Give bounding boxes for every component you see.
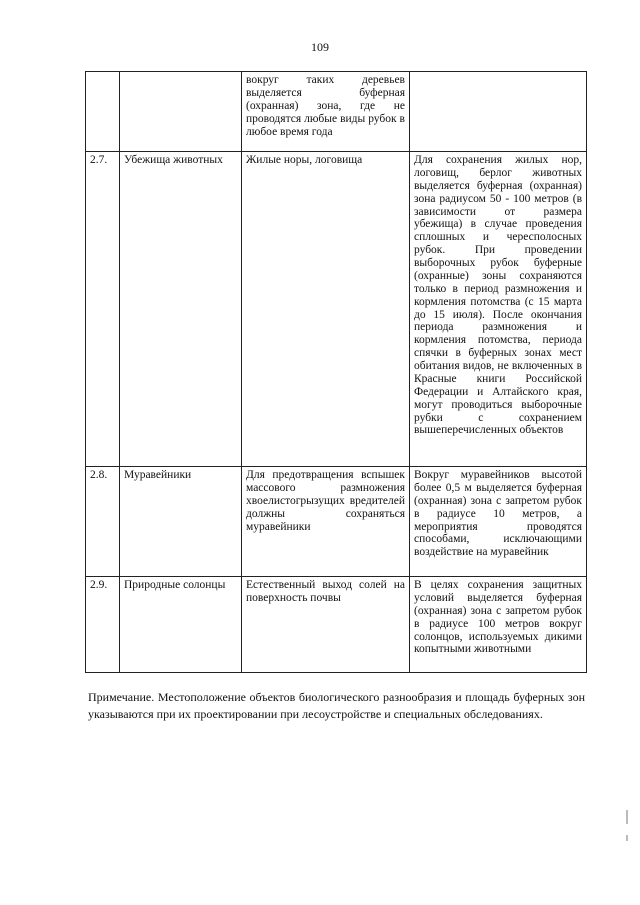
biodiversity-table: [85, 71, 587, 673]
table-row: [86, 577, 587, 673]
cell-requirements: [410, 72, 587, 152]
cell-number: 2.8.: [86, 467, 120, 577]
table-row: [86, 72, 587, 152]
scan-artifact: [626, 835, 628, 841]
table-row: [86, 152, 587, 467]
cell-name: Убежища животных: [120, 152, 242, 467]
cell-name: [120, 72, 242, 152]
cell-object: Для предотвращения вспышек массового размножения хвоелистогрызущих вредителей должны сохраняться муравейники: [242, 467, 410, 577]
page-number: 109: [311, 40, 329, 54]
cell-object: Жилые норы, логовища: [242, 152, 410, 467]
scan-artifact: [626, 810, 628, 824]
cell-number: [86, 72, 120, 152]
cell-name: Природные солонцы: [120, 577, 242, 673]
cell-requirements: Вокруг муравейников высотой более 0,5 м выделяется буферная (охранная) зона с запретом рубок в радиусе 10 метров, а мероприятия проводятся способами, исключающими воздействие на муравейник: [410, 467, 587, 577]
cell-number: 2.9.: [86, 577, 120, 673]
cell-object: вокруг таких деревьев выделяется буферная (охранная) зона, где не проводятся любые виды рубок в любое время года: [242, 72, 410, 152]
cell-name: Муравейники: [120, 467, 242, 577]
cell-number: 2.7.: [86, 152, 120, 467]
footnote: Примечание. Местоположение объектов биологического разнообразия и площадь буферных зон указываются при их проектировании при лесоустройстве и специальных обследованиях.: [88, 690, 585, 721]
cell-requirements: Для сохранения жилых нор, логовищ, берлог животных выделяется буферная (охранная) зона радиусом 50 - 100 метров (в зависимости от размера убежища) в случае проведения сплошных и чересполосных рубок. При проведении выборочных рубок буферные (охранные) зоны сохраняются только в период размножения и кормления потомства (с 15 марта до 15 июля). После окончания периода размножения и кормления потомства, периода спячки в буферных зонах мест обитания видов, не включенных в Красные книги Российской Федерации и Алтайского края, могут проводиться выборочные рубки с сохранением вышеперечисленных объектов: [410, 152, 587, 467]
cell-object: Естественный выход солей на поверхность почвы: [242, 577, 410, 673]
table-row: [86, 467, 587, 577]
cell-requirements: В целях сохранения защитных условий выделяется буферная (охранная) зона с запретом рубок в радиусе 100 метров вокруг солонцов, используемых дикими копытными животными: [410, 577, 587, 673]
